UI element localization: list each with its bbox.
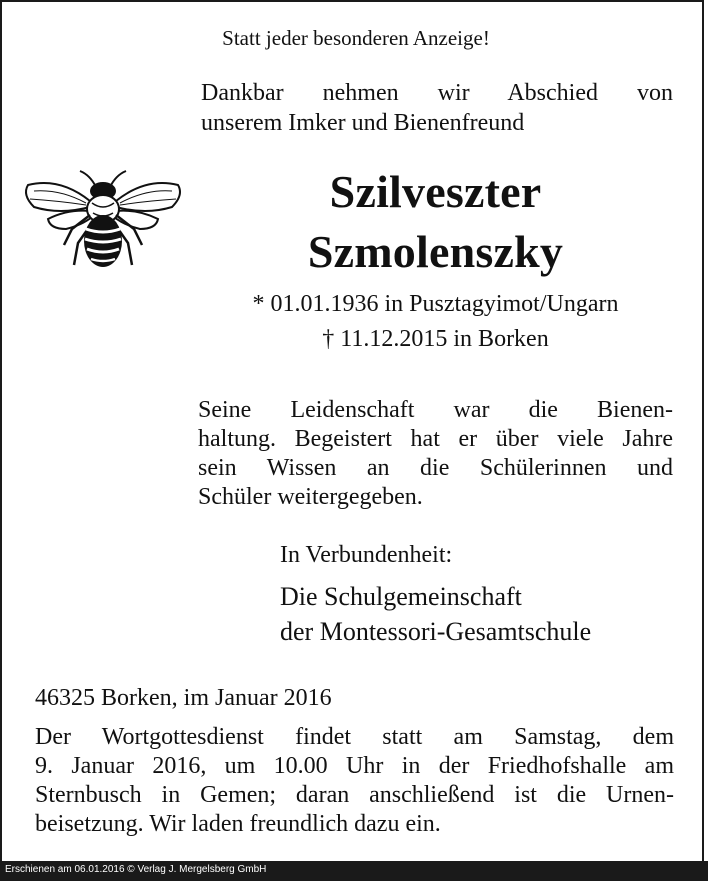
bee-icon bbox=[20, 167, 186, 277]
tribute-line: Schüler weitergegeben. bbox=[198, 484, 423, 510]
intro-line-2: unserem Imker und Bienenfreund bbox=[201, 110, 525, 136]
tribute-line: Seine Leidenschaft war die Bienen- bbox=[198, 397, 673, 423]
signature-line-1: Die Schulgemeinschaft bbox=[280, 582, 522, 611]
place-date: 46325 Borken, im Januar 2016 bbox=[35, 685, 332, 711]
service-line: 9. Januar 2016, um 10.00 Uhr in der Friedhofshalle am bbox=[35, 753, 674, 779]
footer-credit: Erschienen am 06.01.2016 © Verlag J. Mergelsberg GmbH bbox=[5, 864, 267, 875]
intro-line-1: Dankbar nehmen wir Abschied von bbox=[201, 80, 673, 106]
death-info: † 11.12.2015 in Borken bbox=[322, 326, 549, 352]
service-line: beisetzung. Wir laden freundlich dazu ein. bbox=[35, 811, 441, 837]
deceased-first-name: Szilveszter bbox=[329, 166, 542, 217]
footer-bar bbox=[0, 861, 708, 881]
tribute-line: sein Wissen an die Schülerinnen und bbox=[198, 455, 673, 481]
service-line: Der Wortgottesdienst findet statt am Samstag, dem bbox=[35, 724, 674, 750]
header-note: Statt jeder besonderen Anzeige! bbox=[222, 26, 490, 50]
signature-line-2: der Montessori-Gesamtschule bbox=[280, 617, 592, 646]
deceased-last-name: Szmolenszky bbox=[307, 226, 564, 277]
signature-label: In Verbundenheit: bbox=[280, 542, 453, 568]
service-line: Sternbusch in Gemen; daran anschließend ist die Urnen- bbox=[35, 782, 674, 808]
birth-info: * 01.01.1936 in Pusztagyimot/Ungarn bbox=[252, 291, 619, 317]
tribute-line: haltung. Begeistert hat er über viele Jahre bbox=[198, 426, 673, 452]
